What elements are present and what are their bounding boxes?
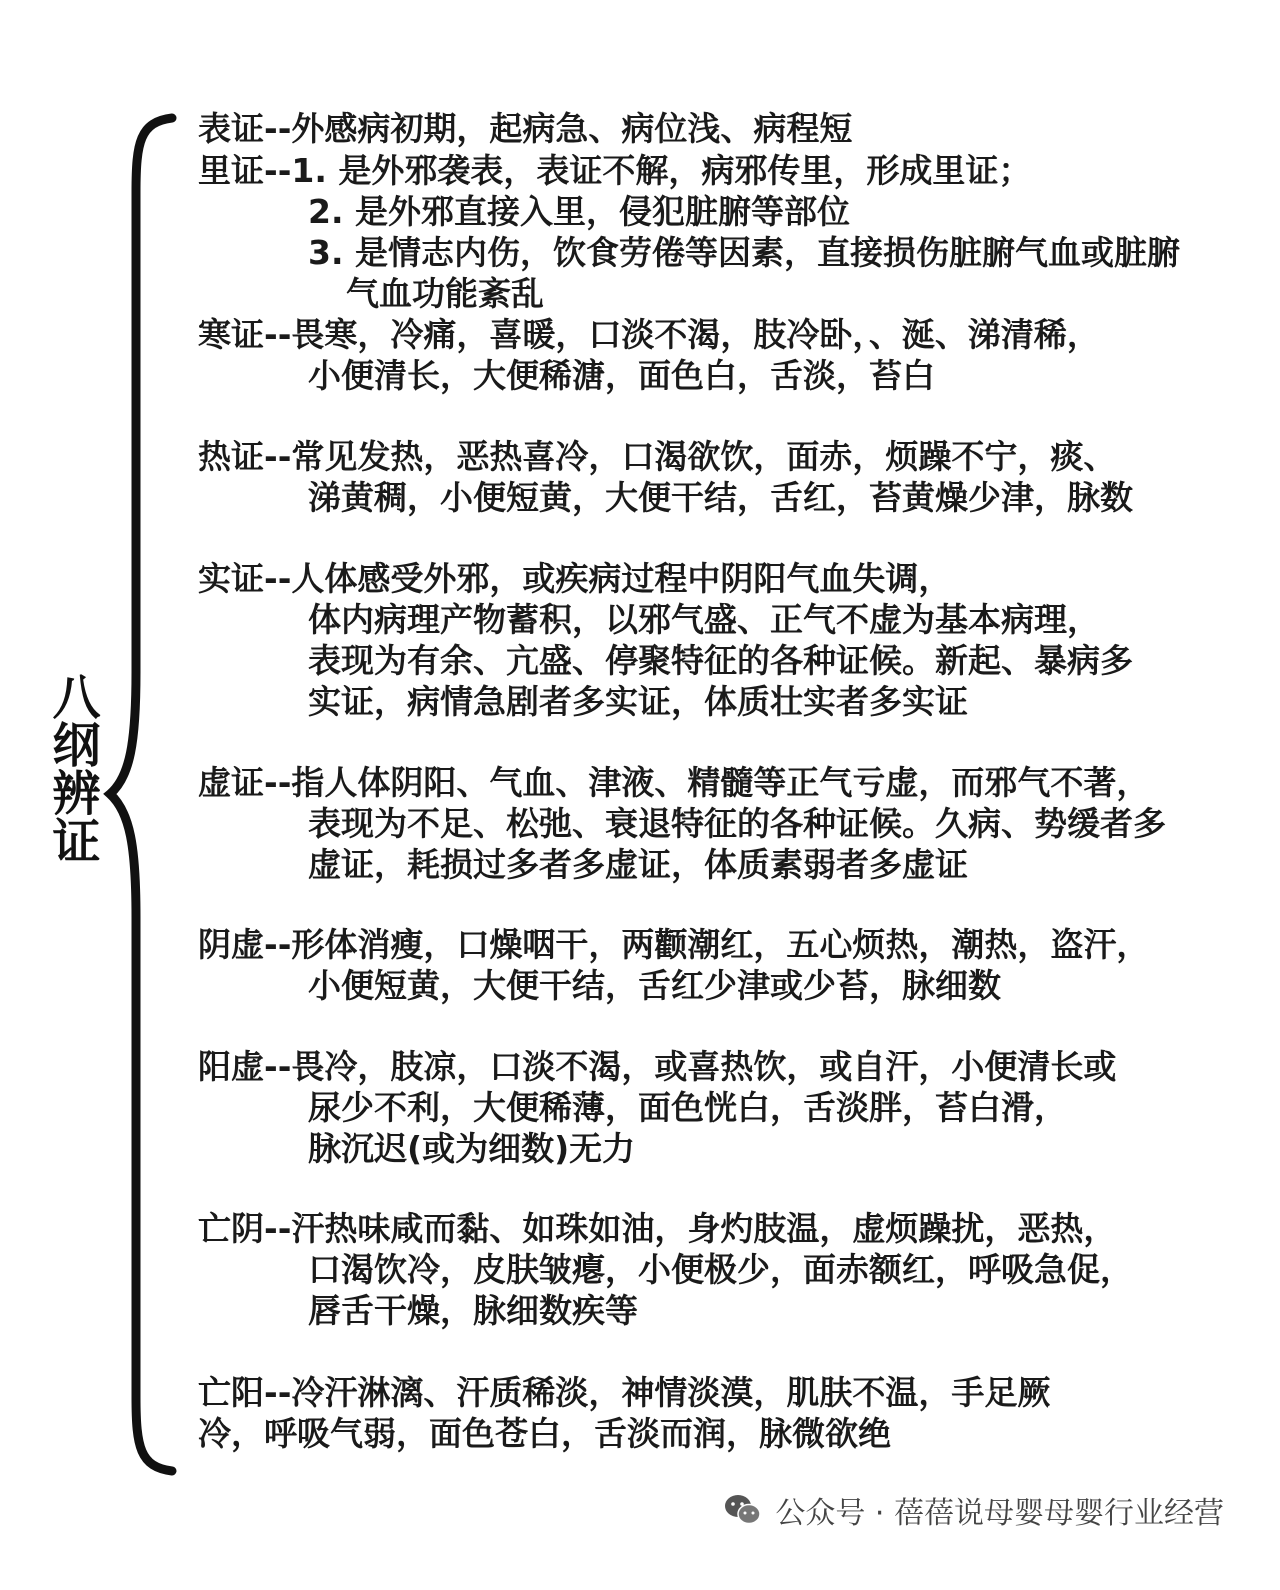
section-wangyang bbox=[198, 1372, 1050, 1454]
section-line: 实证--人体感受外邪，或疾病过程中阴阳气血失调， bbox=[198, 559, 952, 598]
section-line: 口渴饮冷，皮肤皱瘪，小便极少，面赤额红，呼吸急促， bbox=[308, 1250, 1133, 1289]
section-line: 热证--常见发热，恶热喜冷，口渴欲饮，面赤，烦躁不宁，痰、 bbox=[198, 437, 1117, 476]
section-biaozheng bbox=[198, 108, 852, 149]
curly-brace bbox=[100, 112, 180, 1477]
wechat-icon bbox=[723, 1493, 763, 1527]
section-line: 脉沉迟(或为细数)无力 bbox=[308, 1129, 636, 1168]
section-line: 虚证--指人体阴阳、气血、津液、精髓等正气亏虚，而邪气不著， bbox=[198, 763, 1150, 802]
section-line: 尿少不利，大便稀薄，面色恍白，舌淡胖，苔白滑， bbox=[308, 1088, 1067, 1127]
section-lizheng bbox=[198, 150, 1180, 314]
section-line: 亡阳--冷汗淋漓、汗质稀淡，神情淡漠，肌肤不温，手足厥 bbox=[198, 1373, 1051, 1412]
section-line: 寒证--畏寒，冷痛，喜暖，口淡不渴，肢冷卧，、涎、涕清稀， bbox=[198, 315, 1100, 354]
section-xuzheng bbox=[198, 762, 1166, 885]
section-line: 表现为有余、亢盛、停聚特征的各种证候。新起、暴病多 bbox=[308, 641, 1133, 680]
section-line: 冷，呼吸气弱，面色苍白，舌淡而润，脉微欲绝 bbox=[198, 1414, 891, 1453]
section-rezheng bbox=[198, 436, 1133, 518]
section-line: 小便短黄，大便干结，舌红少津或少苔，脉细数 bbox=[308, 966, 1001, 1005]
section-line: 里证--1. 是外邪袭表，表证不解，病邪传里，形成里证； bbox=[198, 151, 1032, 190]
section-shizheng bbox=[198, 558, 1133, 722]
section-line: 表证--外感病初期，起病急、病位浅、病程短 bbox=[198, 109, 853, 148]
section-line: 阳虚--畏冷，肢凉，口淡不渴，或喜热饮，或自汗，小便清长或 bbox=[198, 1047, 1117, 1086]
section-line: 气血功能紊乱 bbox=[346, 274, 544, 313]
section-yinxu bbox=[198, 924, 1149, 1006]
section-line: 3. 是情志内伤，饮食劳倦等因素，直接损伤脏腑气血或脏腑 bbox=[308, 233, 1180, 272]
section-line: 2. 是外邪直接入里，侵犯脏腑等部位 bbox=[308, 192, 850, 231]
watermark bbox=[723, 1488, 1224, 1532]
watermark-text: 公众号 · 蓓蓓说母婴母婴行业经营 bbox=[775, 1496, 1224, 1531]
diagram-title: 八纲辨证 bbox=[44, 672, 100, 864]
section-line: 实证，病情急剧者多实证，体质壮实者多实证 bbox=[308, 682, 968, 721]
section-line: 亡阴--汗热味咸而黏、如珠如油，身灼肢温，虚烦躁扰，恶热， bbox=[198, 1209, 1117, 1248]
section-line: 体内病理产物蓄积，以邪气盛、正气不虚为基本病理， bbox=[308, 600, 1100, 639]
section-line: 表现为不足、松弛、衰退特征的各种证候。久病、势缓者多 bbox=[308, 804, 1166, 843]
section-line: 唇舌干燥，脉细数疾等 bbox=[308, 1291, 638, 1330]
section-yangxu bbox=[198, 1046, 1116, 1169]
section-line: 虚证，耗损过多者多虚证，体质素弱者多虚证 bbox=[308, 845, 968, 884]
section-line: 阴虚--形体消瘦，口燥咽干，两颧潮红，五心烦热，潮热，盗汗， bbox=[198, 925, 1150, 964]
section-wangyin bbox=[198, 1208, 1133, 1331]
section-hanzheng bbox=[198, 314, 1100, 396]
section-line: 涕黄稠，小便短黄，大便干结，舌红，苔黄燥少津，脉数 bbox=[308, 478, 1133, 517]
section-line: 小便清长，大便稀溏，面色白，舌淡，苔白 bbox=[308, 356, 935, 395]
